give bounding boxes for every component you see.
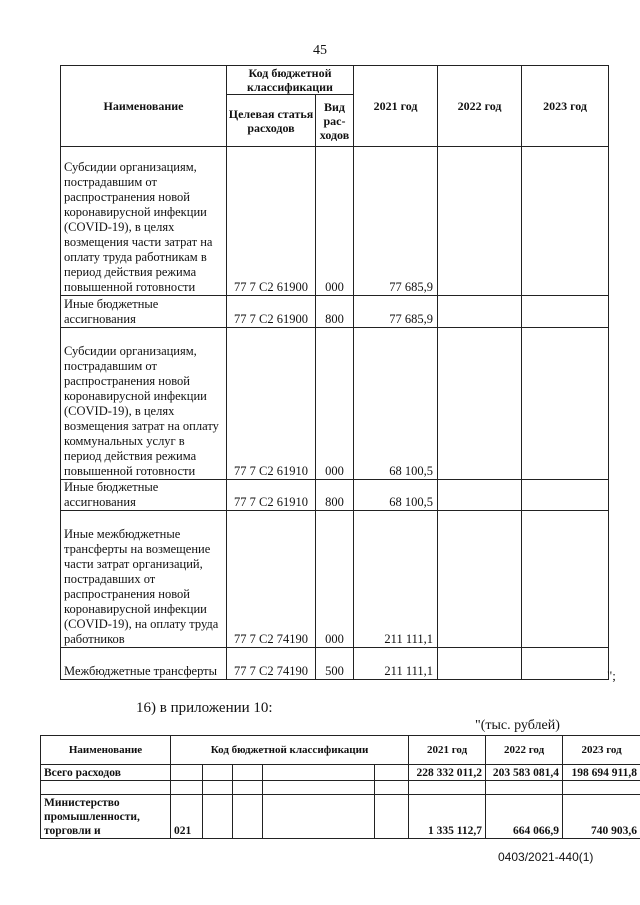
row-code: 77 7 С2 74190 — [227, 648, 316, 680]
row-2022 — [438, 296, 522, 328]
row-2023 — [522, 648, 609, 680]
row-2021: 77 685,9 — [354, 296, 438, 328]
row-name: Иные бюджетные ассигнования — [61, 480, 227, 511]
row-2022 — [438, 648, 522, 680]
budget-table — [60, 65, 609, 680]
header-2022: 2022 год — [438, 66, 522, 147]
ministry-2022: 664 066,9 — [486, 795, 563, 839]
row-code: 77 7 С2 61910 — [227, 328, 316, 480]
row-expense-type: 800 — [316, 296, 354, 328]
header-2021: 2021 год — [354, 66, 438, 147]
row-2023 — [522, 511, 609, 648]
ministry-row — [41, 795, 640, 839]
row-2022 — [438, 511, 522, 648]
header-name: Наименование — [61, 66, 227, 147]
header-2023: 2023 год — [522, 66, 609, 147]
row-2022 — [438, 480, 522, 511]
row-expense-type: 000 — [316, 511, 354, 648]
row-name: Иные бюджетные ассигнования — [61, 296, 227, 328]
row-2022 — [438, 147, 522, 296]
row-expense-type: 000 — [316, 147, 354, 296]
table-row — [61, 147, 609, 296]
table-row — [61, 480, 609, 511]
row-name: Субсидии организациям, пострадавшим от распространения новой коронавирусной инфекции (COVID-19), в целях возмещения затрат на оплату коммунальных услуг в период действия режима повышенной готовности — [61, 328, 227, 480]
row-2023 — [522, 480, 609, 511]
header-code-group: Код бюджетной классификации — [227, 66, 354, 95]
row-code: 77 7 С2 61900 — [227, 147, 316, 296]
total-2021: 228 332 011,2 — [409, 765, 486, 781]
header-2023: 2023 год — [563, 736, 640, 765]
row-2022 — [438, 328, 522, 480]
row-code: 77 7 С2 74190 — [227, 511, 316, 648]
row-2023 — [522, 328, 609, 480]
row-expense-type: 000 — [316, 328, 354, 480]
ministry-2023: 740 903,6 — [563, 795, 640, 839]
row-2021: 211 111,1 — [354, 511, 438, 648]
row-2023 — [522, 147, 609, 296]
document-code: 0403/2021-440(1) — [498, 850, 594, 864]
total-name: Всего расходов — [41, 765, 171, 781]
row-expense-type: 500 — [316, 648, 354, 680]
ministry-code: 021 — [171, 795, 203, 839]
row-2021: 68 100,5 — [354, 328, 438, 480]
table-row — [61, 648, 609, 680]
row-name: Субсидии организациям, пострадавшим от распространения новой коронавирусной инфекции (COVID-19), в целях возмещения части затрат на оплату труда работникам в период действия режима повышенной готовности — [61, 147, 227, 296]
header-2021: 2021 год — [409, 736, 486, 765]
row-2021: 68 100,5 — [354, 480, 438, 511]
header-code-group: Код бюджетной классификации — [171, 736, 409, 765]
table-row — [61, 511, 609, 648]
section-label: 16) в приложении 10: — [136, 700, 273, 716]
page-number: 45 — [313, 43, 327, 58]
ministry-name: Министерство промышленности, торговли и — [41, 795, 171, 839]
header-expense-type: Вид рас-ходов — [316, 95, 354, 147]
total-2023: 198 694 911,8 — [563, 765, 640, 781]
table-row — [61, 296, 609, 328]
total-row — [41, 765, 640, 781]
row-code: 77 7 С2 61910 — [227, 480, 316, 511]
header-name: Наименование — [41, 736, 171, 765]
row-expense-type: 800 — [316, 480, 354, 511]
row-2023 — [522, 296, 609, 328]
header-target-article: Целевая статья расходов — [227, 95, 316, 147]
closing-quote-mark: "; — [607, 668, 616, 683]
row-2021: 211 111,1 — [354, 648, 438, 680]
units-label: "(тыс. рублей) — [475, 718, 560, 733]
appendix-10-table — [40, 735, 640, 839]
row-2021: 77 685,9 — [354, 147, 438, 296]
spacer-row — [41, 781, 640, 795]
table-row — [61, 328, 609, 480]
row-name: Межбюджетные трансферты — [61, 648, 227, 680]
ministry-2021: 1 335 112,7 — [409, 795, 486, 839]
row-name: Иные межбюджетные трансферты на возмещение части затрат организаций, пострадавших от распространения новой коронавирусной инфекции (COVID-19), на оплату труда работников — [61, 511, 227, 648]
header-2022: 2022 год — [486, 736, 563, 765]
total-2022: 203 583 081,4 — [486, 765, 563, 781]
row-code: 77 7 С2 61900 — [227, 296, 316, 328]
